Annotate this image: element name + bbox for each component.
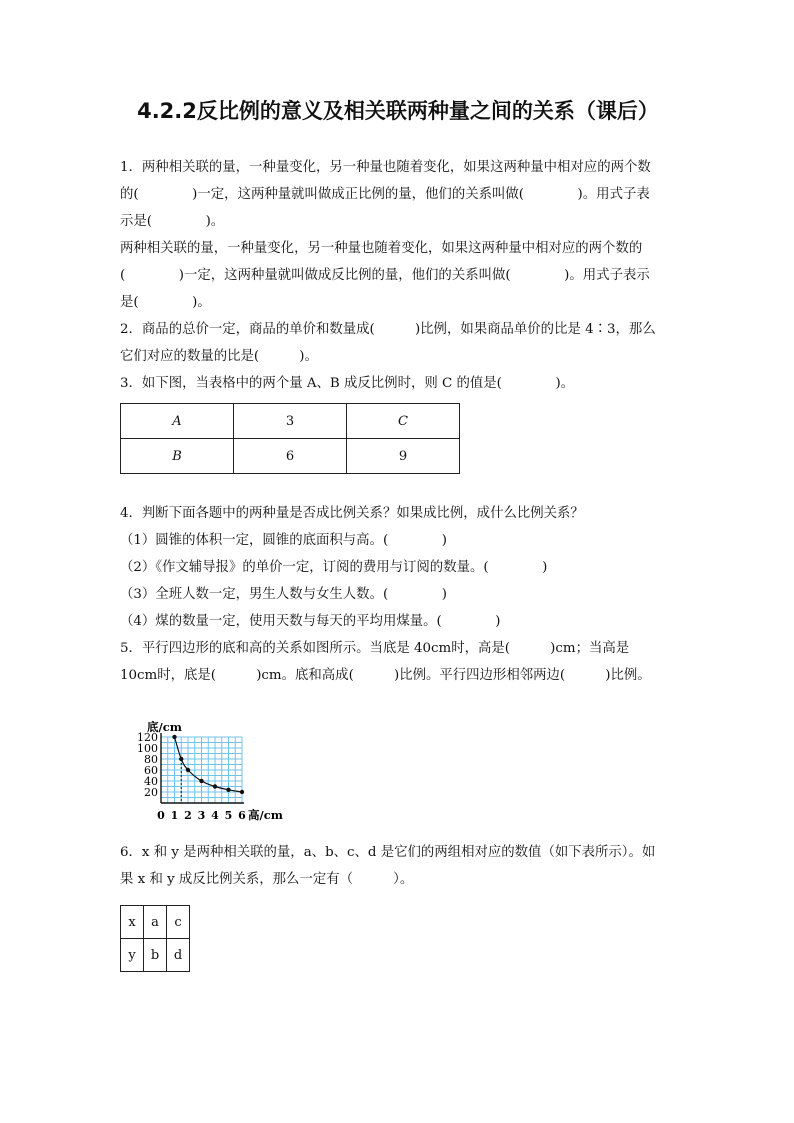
x-tick-label: 0 — [157, 809, 165, 822]
table-cell: 3 — [234, 404, 347, 439]
data-point — [179, 757, 183, 761]
y-tick-label: 40 — [144, 775, 158, 788]
data-point — [199, 779, 203, 783]
q6-table — [120, 905, 190, 972]
table-cell: A — [121, 404, 234, 439]
data-point — [240, 790, 244, 794]
q5-chart — [120, 699, 320, 839]
y-tick-label: 20 — [144, 786, 158, 799]
table-cell: 6 — [234, 439, 347, 474]
y-axis-label: 底/cm — [147, 720, 182, 734]
data-point — [226, 788, 230, 792]
q1-line-4: 两种相关联的量，一种量变化，另一种量也随着变化，如果这两种量中相对应的两个数的 — [120, 241, 643, 256]
y-tick-label: 120 — [137, 731, 158, 744]
x-axis-label: 高/cm — [248, 808, 283, 822]
section-gap — [120, 474, 676, 500]
q2-line-2: 它们对应的数量的比是( )。 — [120, 349, 318, 364]
x-tick-label: 3 — [197, 809, 206, 822]
q3-table — [120, 403, 460, 474]
table-cell: x — [121, 906, 144, 939]
table-cell: b — [144, 939, 167, 972]
data-point — [186, 768, 190, 772]
q5-line-1: 5．平行四边形的底和高的关系如图所示。当底是 40cm时，高是( )cm；当高是 — [120, 641, 630, 656]
table-row — [121, 439, 460, 474]
q3-text: 3．如下图，当表格中的两个量 A、B 成反比例时，则 C 的值是( )。 — [120, 376, 575, 391]
data-point — [213, 784, 217, 788]
table-cell: c — [167, 906, 190, 939]
x-tick-label: 5 — [224, 809, 233, 822]
q6-line-1: 6．x 和 y 是两种相关联的量，a、b、c、d 是它们的两组相对应的数值（如下表所示）。如 — [120, 845, 656, 860]
q1-line-1: 1．两种相关联的量，一种量变化，另一种量也随着变化，如果这两种量中相对应的两个数 — [120, 160, 651, 175]
q4-item-2: （2）《作文辅导报》的单价一定，订阅的费用与订阅的数量。( ) — [120, 560, 548, 575]
x-tick-label: 6 — [238, 809, 246, 822]
q4-text: 4．判断下面各题中的两种量是否成比例关系？如果成比例，成什么比例关系？ — [120, 506, 584, 521]
y-tick-label: 60 — [144, 764, 158, 777]
q1-line-6: 是( )。 — [120, 295, 211, 310]
q6-line-2: 果 x 和 y 成反比例关系，那么一定有（ ）。 — [120, 872, 414, 887]
x-tick-label: 1 — [170, 809, 179, 822]
q2-line-1: 2．商品的总价一定，商品的单价和数量成( )比例，如果商品单价的比是 4∶3，那么 — [120, 322, 656, 337]
q1-line-3: 示是( )。 — [120, 214, 225, 229]
table-cell: a — [144, 906, 167, 939]
q4-item-3: （3）全班人数一定，男生人数与女生人数。( ) — [120, 587, 447, 602]
q5-line-2: 10cm时，底是( )cm。底和高成( )比例。平行四边形相邻两边( )比例。 — [120, 668, 651, 683]
data-point — [172, 735, 176, 739]
q1-line-2: 的( )一定，这两种量就叫做成正比例的量，他们的关系叫做( )。用式子表 — [120, 187, 650, 202]
y-tick-label: 100 — [137, 742, 158, 755]
question-list — [120, 154, 676, 972]
table-cell: C — [347, 404, 460, 439]
x-tick-label: 2 — [184, 809, 192, 822]
table-row — [121, 906, 190, 939]
y-tick-label: 80 — [144, 753, 158, 766]
q1-line-5: ( )一定，这两种量就叫做成反比例的量，他们的关系叫做( )。用式子表示 — [120, 268, 650, 283]
table-row — [121, 939, 190, 972]
table-cell: 9 — [347, 439, 460, 474]
q4-item-4: （4）煤的数量一定，使用天数与每天的平均用煤量。( ) — [120, 614, 501, 629]
x-tick-label: 4 — [211, 809, 219, 822]
table-cell: B — [121, 439, 234, 474]
table-row — [121, 404, 460, 439]
chart-svg — [120, 699, 320, 839]
table-cell: y — [121, 939, 144, 972]
q4-item-1: （1）圆锥的体积一定，圆锥的底面积与高。( ) — [120, 533, 447, 548]
table-cell: d — [167, 939, 190, 972]
page-title: 4.2.2反比例的意义及相关联两种量之间的关系（课后） — [137, 99, 659, 123]
